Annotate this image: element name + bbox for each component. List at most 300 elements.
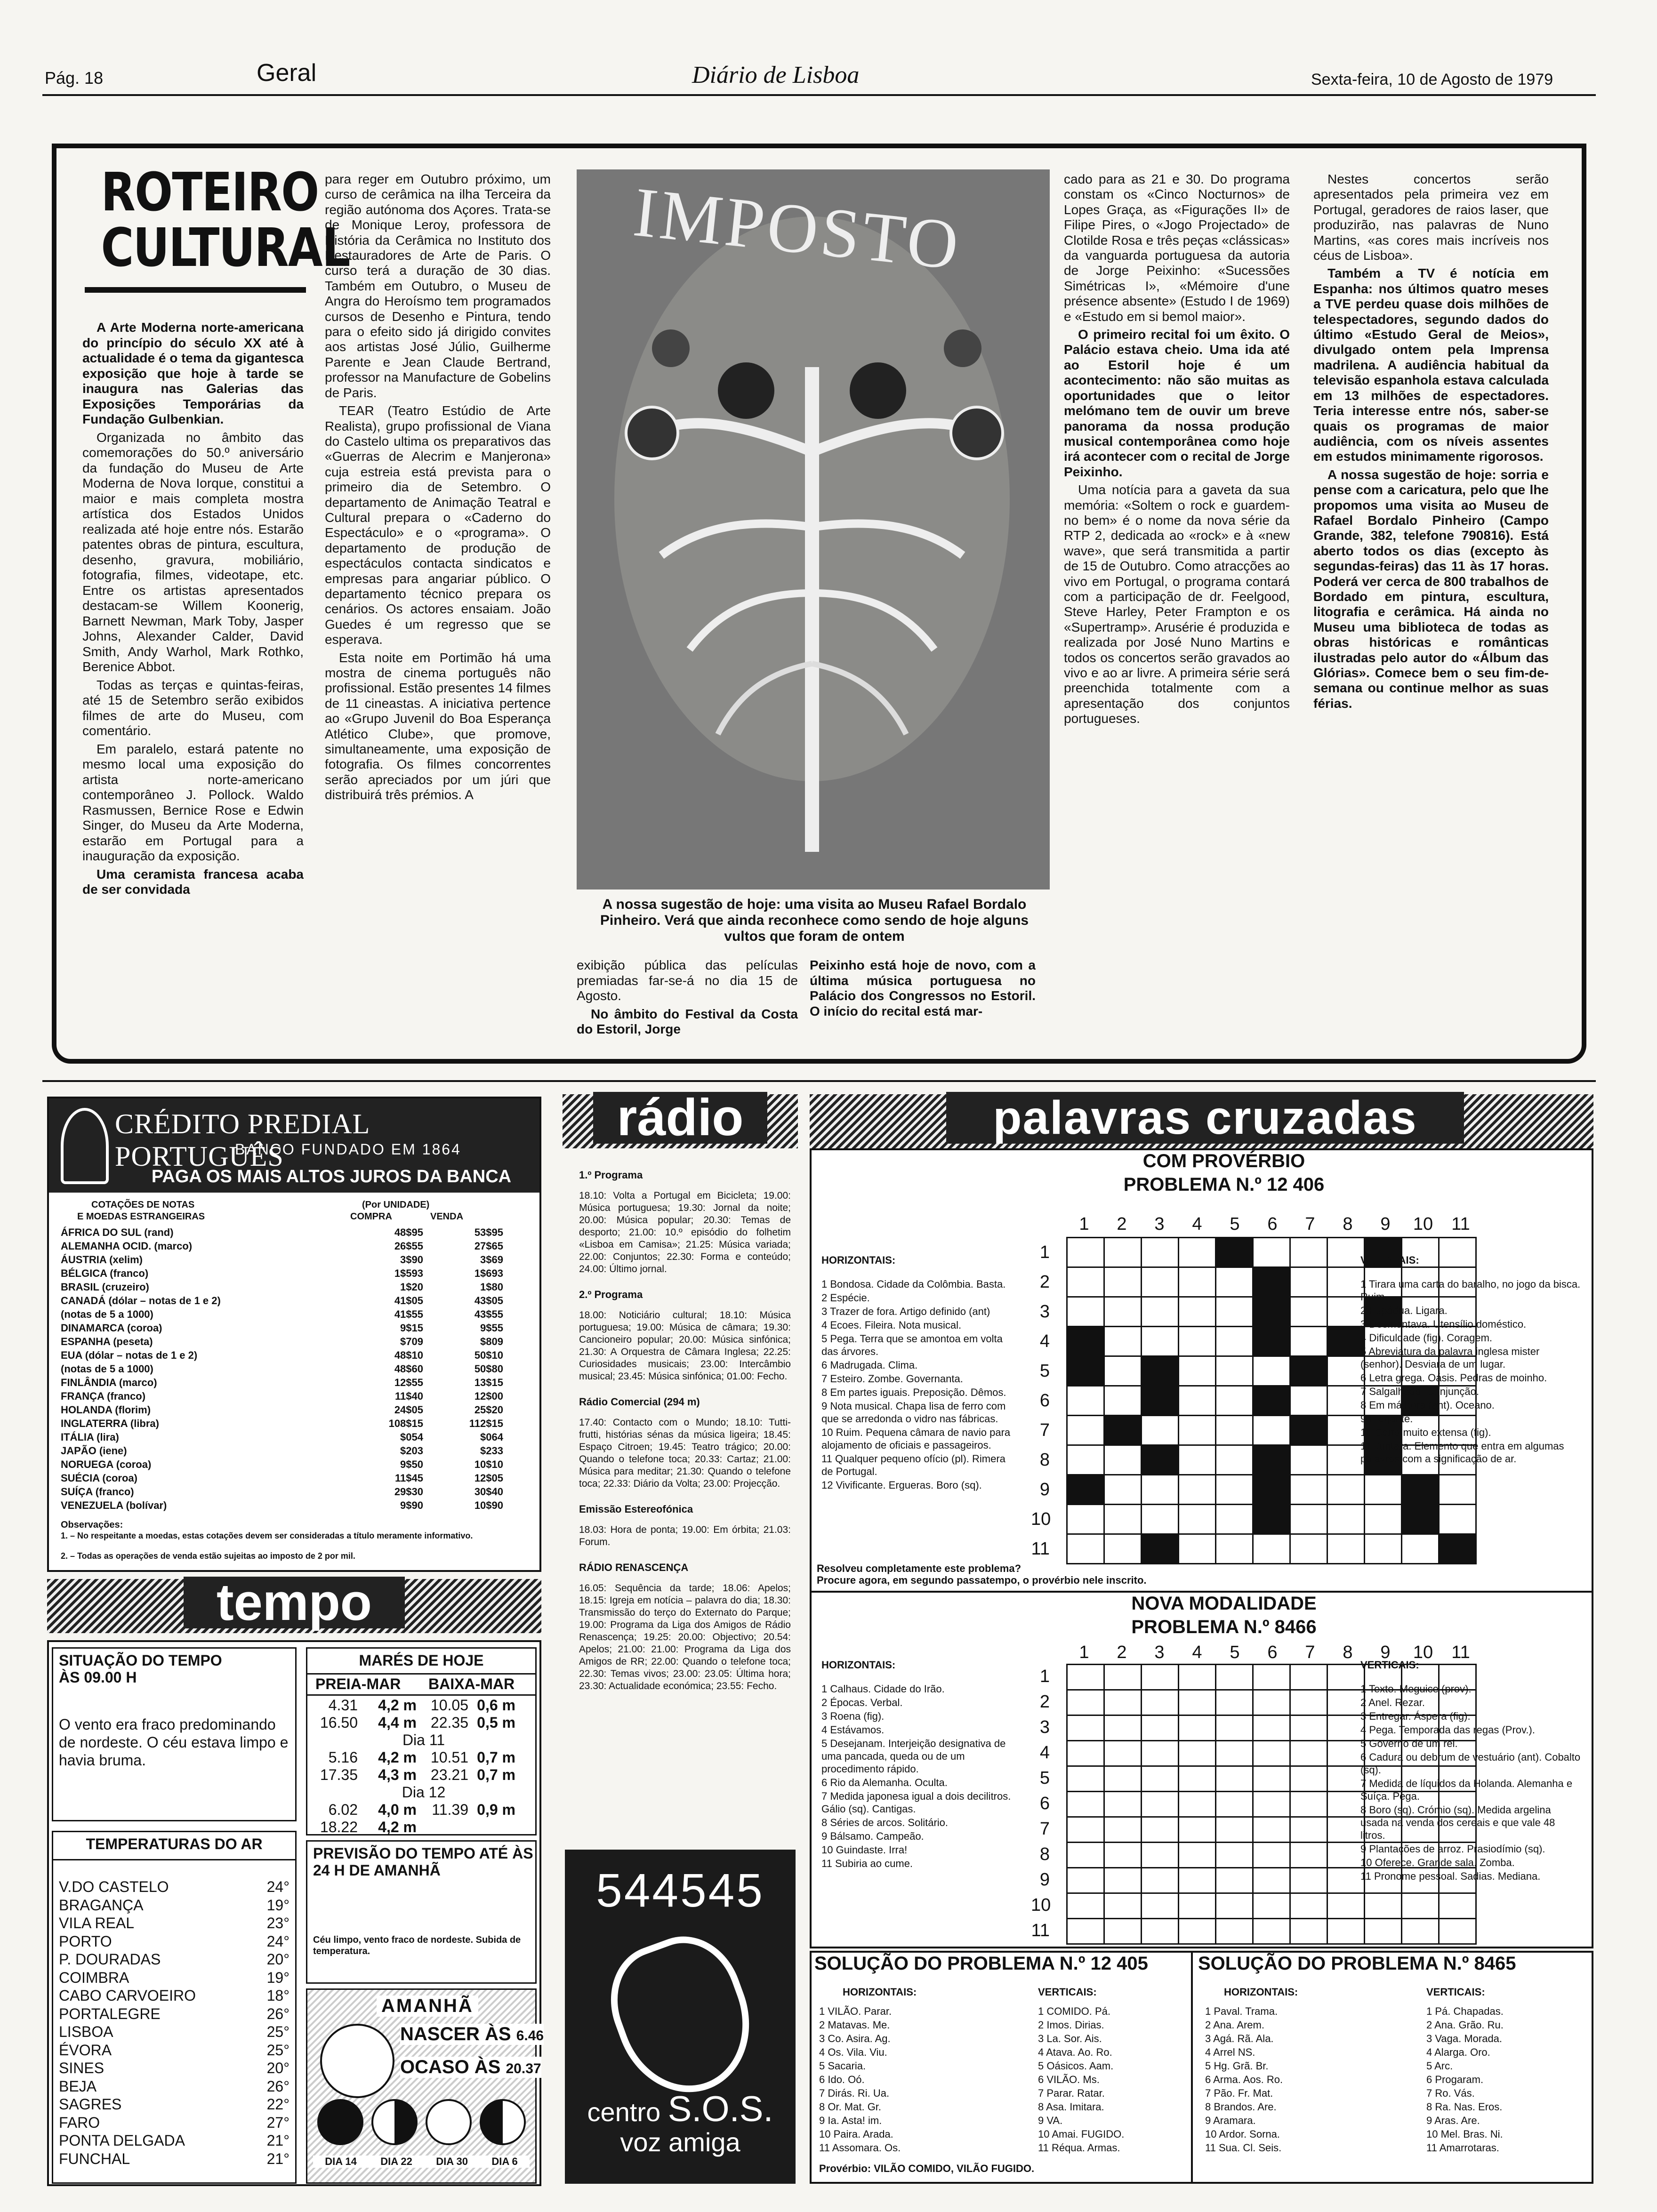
city-name: FUNCHAL [59,2150,130,2167]
rate-row [61,1485,531,1499]
rates-note-2: 2. – Todas as operações de venda estão sujeitas ao imposto de 2 por mil. [61,1551,355,1561]
sell-rate: 53$95 [474,1226,503,1238]
caricature-photo [577,169,1050,890]
grid-cell[interactable] [1142,1416,1179,1445]
grid-cell[interactable] [1104,1267,1142,1297]
grid-cell[interactable] [1253,1792,1290,1817]
grid-cell[interactable] [1067,1267,1104,1297]
grid-cell[interactable] [1402,1534,1439,1564]
grid-cell[interactable] [1216,1445,1253,1475]
grid-cell[interactable] [1067,1505,1104,1534]
grid-cell[interactable] [1179,1416,1216,1445]
grid-cell[interactable] [1067,1843,1104,1868]
temperature-row [59,2059,290,2077]
grid-cell[interactable] [1142,1356,1179,1386]
city-name: P. DOURADAS [59,1951,161,1968]
grid-cell[interactable] [1142,1741,1179,1766]
grid-cell[interactable] [1327,1817,1365,1843]
grid-cell[interactable] [1290,1690,1327,1715]
sell-rate: 1$80 [480,1281,503,1293]
clue-item: 8 Asa. Imitara. [1038,2101,1104,2113]
grid-cell[interactable] [1402,1505,1439,1534]
rate-row [61,1458,531,1471]
grid-cell[interactable] [1104,1386,1142,1416]
city-temperature: 22° [266,2096,290,2113]
article-paragraph: Também a TV é notícia em Espanha: nos últimos quatro meses a TVE perdeu quase dois milhões de telespectadores, segundo dados do último «Estudo Geral de Meios», divulgado ontem pela Imprensa madrilena. A audiência habitual da televisão espanhola estava calculada em 13 milhões de espectadores. Teria interesse entre nós, saber-se quais os programas de maior audiência, com os níveis assentes em estudos minimamente rigorosos. [1313,266,1549,464]
grid-cell[interactable] [1142,1445,1179,1475]
grid-cell[interactable] [1327,1843,1365,1868]
grid-cell[interactable] [1142,1386,1179,1416]
row-number: 10 [1031,1509,1051,1529]
grid-cell[interactable] [1179,1817,1216,1843]
city-name: ÉVORA [59,2041,112,2059]
grid-cell[interactable] [1216,1386,1253,1416]
grid-cell[interactable] [1253,1868,1290,1893]
grid-cell[interactable] [1067,1893,1104,1919]
grid-cell[interactable] [1104,1817,1142,1843]
grid-cell[interactable] [1327,1893,1365,1919]
puzzle1-row-numbers [1031,1238,1050,1564]
grid-cell[interactable] [1216,1475,1253,1505]
tide-time: 22.35 [430,1714,468,1731]
clue-item: 8 Or. Mat. Gr. [819,2101,882,2113]
tide-time: 5.16 [328,1749,358,1766]
grid-cell[interactable] [1142,1792,1179,1817]
grid-cell[interactable] [1253,1843,1290,1868]
clue-item: 12 Vivificante. Ergueras. Boro (sq). [821,1479,982,1491]
grid-cell[interactable] [1439,1475,1476,1505]
grid-cell[interactable] [1253,1715,1290,1741]
grid-cell[interactable] [1179,1843,1216,1868]
grid-cell[interactable] [1290,1386,1327,1416]
grid-cell[interactable] [1327,1238,1365,1267]
grid-cell[interactable] [1067,1792,1104,1817]
grid-cell[interactable] [1179,1238,1216,1267]
grid-cell[interactable] [1179,1893,1216,1919]
grid-cell[interactable] [1142,1665,1179,1690]
currency-name: SUÉCIA (coroa) [61,1472,137,1484]
clue-item: 11 Juntara. Elemento que entra em algumas palavras com a significação de ar. [1360,1440,1564,1465]
grid-cell[interactable] [1290,1893,1327,1919]
currency-name: HOLANDA (florim) [61,1404,151,1416]
grid-cell[interactable] [1253,1386,1290,1416]
grid-cell[interactable] [1067,1327,1104,1356]
grid-cell[interactable] [1253,1817,1290,1843]
clue-item: 4 Os. Vila. Viu. [819,2046,887,2058]
grid-cell[interactable] [1290,1505,1327,1534]
temperature-row [59,1950,290,1969]
grid-cell[interactable] [1327,1690,1365,1715]
grid-cell[interactable] [1179,1792,1216,1817]
grid-cell[interactable] [1327,1356,1365,1386]
grid-cell[interactable] [1067,1356,1104,1386]
grid-cell[interactable] [1439,1238,1476,1267]
grid-cell[interactable] [1216,1893,1253,1919]
grid-cell[interactable] [1067,1868,1104,1893]
buy-rate: 48$60 [394,1363,423,1375]
grid-cell[interactable] [1142,1534,1179,1564]
grid-cell[interactable] [1104,1893,1142,1919]
grid-cell[interactable] [1179,1919,1216,1944]
grid-cell[interactable] [1327,1868,1365,1893]
grid-cell[interactable] [1439,1534,1476,1564]
grid-cell[interactable] [1327,1297,1365,1327]
grid-cell[interactable] [1142,1766,1179,1792]
sell-rate: $233 [480,1445,503,1457]
grid-cell[interactable] [1290,1792,1327,1817]
grid-cell[interactable] [1142,1919,1179,1944]
grid-cell[interactable] [1179,1690,1216,1715]
currency-name: SUÍÇA (franco) [61,1486,134,1498]
grid-cell[interactable] [1104,1356,1142,1386]
telephone-hand-icon [594,1921,770,2111]
grid-cell[interactable] [1216,1416,1253,1445]
grid-cell[interactable] [1216,1868,1253,1893]
grid-cell[interactable] [1365,1534,1402,1564]
grid-cell[interactable] [1402,1475,1439,1505]
grid-cell[interactable] [1327,1534,1365,1564]
grid-cell[interactable] [1439,1919,1476,1944]
rates-header-2: E MOEDAS ESTRANGEIRAS [77,1211,205,1222]
grid-cell[interactable] [1365,1893,1402,1919]
clue-item: 11 Subiria ao cume. [821,1858,913,1869]
grid-cell[interactable] [1365,1505,1402,1534]
grid-cell[interactable] [1216,1715,1253,1741]
grid-cell[interactable] [1179,1445,1216,1475]
col-number: 3 [1154,1643,1165,1662]
grid-cell[interactable] [1402,1893,1439,1919]
grid-cell[interactable] [1142,1690,1179,1715]
grid-cell[interactable] [1253,1893,1290,1919]
buy-rate: 9$50 [400,1459,423,1470]
grid-cell[interactable] [1216,1534,1253,1564]
clue-item: 6 Ido. Oó. [819,2074,865,2085]
grid-cell[interactable] [1327,1327,1365,1356]
grid-cell[interactable] [1067,1534,1104,1564]
clue-item: 10 Amai. FUGIDO. [1038,2128,1125,2140]
tide-time: 11.39 [432,1801,468,1818]
grid-cell[interactable] [1290,1267,1327,1297]
row-number: 6 [1039,1794,1050,1813]
grid-cell[interactable] [1067,1741,1104,1766]
temperatures-list [59,1878,290,2168]
solution1-title: SOLUÇÃO DO PROBLEMA N.º 12 405 [814,1953,1148,1974]
roteiro-column-2 [325,172,551,806]
rates-sell-header: VENDA [430,1211,464,1222]
grid-cell[interactable] [1327,1741,1365,1766]
grid-cell[interactable] [1067,1445,1104,1475]
tide-height: 0,9 m [477,1801,515,1818]
grid-cell[interactable] [1216,1741,1253,1766]
grid-cell[interactable] [1290,1665,1327,1690]
grid-cell[interactable] [1253,1766,1290,1792]
grid-cell[interactable] [1290,1766,1327,1792]
grid-cell[interactable] [1142,1327,1179,1356]
grid-cell[interactable] [1216,1919,1253,1944]
buy-rate: $203 [400,1445,423,1457]
col-number: 11 [1451,1643,1470,1662]
grid-cell[interactable] [1104,1297,1142,1327]
grid-cell[interactable] [1253,1445,1290,1475]
clue-item: 7 Pão. Fr. Mat. [1205,2087,1273,2099]
temperature-row [59,1969,290,1987]
grid-cell[interactable] [1142,1843,1179,1868]
grid-cell[interactable] [1253,1327,1290,1356]
grid-cell[interactable] [1365,1475,1402,1505]
tide-height: 4,2 m [378,1749,417,1766]
puzzle1-vertical-clues [1360,1278,1582,1466]
grid-cell[interactable] [1290,1356,1327,1386]
grid-cell[interactable] [1290,1327,1327,1356]
grid-cell[interactable] [1104,1766,1142,1792]
clue-item: 1 COMIDO. Pá. [1038,2005,1111,2017]
grid-cell[interactable] [1253,1238,1290,1267]
grid-cell[interactable] [1216,1690,1253,1715]
solution2-horizontal [1205,2005,1384,2155]
grid-cell[interactable] [1290,1868,1327,1893]
grid-cell[interactable] [1327,1919,1365,1944]
grid-cell[interactable] [1104,1445,1142,1475]
grid-cell[interactable] [1142,1715,1179,1741]
grid-cell[interactable] [1179,1534,1216,1564]
grid-cell[interactable] [1216,1238,1253,1267]
grid-cell[interactable] [1327,1665,1365,1690]
insect-caricature-illustration [577,169,1050,890]
currency-name: ITÁLIA (lira) [61,1431,119,1443]
grid-cell[interactable] [1104,1792,1142,1817]
grid-cell[interactable] [1142,1505,1179,1534]
grid-cell[interactable] [1327,1505,1365,1534]
clue-item: 8 Ra. Nas. Eros. [1426,2101,1503,2113]
article-paragraph: O primeiro recital foi um êxito. O Palácio estava cheio. Uma ida até ao Estoril hoje é um acontecimento: não são muitas as oportunidades que o leitor melómano tem de ouvir um breve panorama da nossa produção musical contemporânea como hoje irá acontecer com o recital de Jorge Peixinho. [1064,327,1290,479]
grid-cell[interactable] [1216,1327,1253,1356]
grid-cell[interactable] [1327,1267,1365,1297]
grid-cell[interactable] [1253,1505,1290,1534]
grid-cell[interactable] [1290,1445,1327,1475]
grid-cell[interactable] [1067,1715,1104,1741]
grid-cell[interactable] [1104,1665,1142,1690]
tide-height: 0,7 m [477,1766,515,1783]
grid-cell[interactable] [1179,1356,1216,1386]
rates-note-1: 1. – No respeitante a moedas, estas cotações devem ser consideradas a título meramente informativo. [61,1531,473,1540]
sell-rate: 112$15 [469,1418,503,1429]
grid-cell[interactable] [1179,1715,1216,1741]
grid-cell[interactable] [1142,1817,1179,1843]
grid-cell[interactable] [1067,1766,1104,1792]
moon-new-icon [317,2099,363,2145]
grid-cell[interactable] [1290,1475,1327,1505]
grid-cell[interactable] [1179,1868,1216,1893]
sell-rate: 27$65 [474,1240,503,1252]
grid-cell[interactable] [1253,1534,1290,1564]
moon-phases [313,2099,530,2146]
grid-cell[interactable] [1104,1715,1142,1741]
grid-cell[interactable] [1439,1893,1476,1919]
grid-cell[interactable] [1067,1919,1104,1944]
col-number: 1 [1079,1214,1089,1234]
grid-cell[interactable] [1327,1386,1365,1416]
grid-cell[interactable] [1216,1792,1253,1817]
clue-item: 9 Aras. Are. [1426,2115,1480,2126]
grid-cell[interactable] [1179,1741,1216,1766]
grid-cell[interactable] [1216,1817,1253,1843]
grid-cell[interactable] [1290,1416,1327,1445]
puzzle2-title: PROBLEMA N.º 8466 [1131,1617,1317,1637]
grid-cell[interactable] [1104,1843,1142,1868]
grid-cell[interactable] [1253,1356,1290,1386]
grid-cell[interactable] [1179,1267,1216,1297]
tide-day: Dia 11 [402,1731,445,1748]
grid-cell[interactable] [1142,1475,1179,1505]
grid-cell[interactable] [1104,1327,1142,1356]
clue-item: 7 Medida japonesa igual a dois decilitros. Gálio (sq). Cantigas. [821,1790,1011,1815]
clue-item: 3 Trazer de fora. Artigo definido (ant) [821,1306,990,1317]
grid-cell[interactable] [1290,1238,1327,1267]
grid-cell[interactable] [1104,1741,1142,1766]
grid-cell[interactable] [1067,1475,1104,1505]
currency-name: VENEZUELA (bolívar) [61,1499,167,1511]
grid-cell[interactable] [1327,1766,1365,1792]
temperature-row [59,1896,290,1915]
temperature-row [59,2095,290,2114]
grid-cell[interactable] [1104,1868,1142,1893]
clue-item: 10 Paira. Arada. [819,2128,893,2140]
grid-cell[interactable] [1179,1327,1216,1356]
puzzle1-horizontal-clues [821,1278,1019,1492]
city-name: V.DO CASTELO [59,1878,169,1895]
clue-item: 5 Sacaria. [819,2060,866,2072]
grid-cell[interactable] [1067,1297,1104,1327]
tide-height: 4,2 m [378,1697,417,1714]
solution1-vertical [1038,2005,1189,2155]
clue-item: 9 Plantações de arroz. Prasiodímio (sq). [1360,1843,1545,1855]
currency-name: CANADÁ (dólar – notas de 1 e 2) [61,1295,221,1306]
grid-cell[interactable] [1290,1715,1327,1741]
clue-item: 10 Guindaste. Irra! [821,1844,908,1856]
grid-cell[interactable] [1142,1893,1179,1919]
moon-dates [313,2156,530,2168]
tide-height: 0,6 m [477,1697,515,1714]
grid-cell[interactable] [1290,1534,1327,1564]
section-rule [42,1080,1596,1082]
puzzle1-footer-1: Resolveu completamente este problema? [817,1563,1022,1574]
grid-cell[interactable] [1142,1267,1179,1297]
bank-ad [47,1097,541,1572]
grid-cell[interactable] [1253,1297,1290,1327]
grid-cell[interactable] [1253,1416,1290,1445]
row-number: 8 [1039,1844,1050,1864]
grid-cell[interactable] [1179,1505,1216,1534]
grid-cell[interactable] [1179,1475,1216,1505]
clue-item: 3 Vaga. Morada. [1426,2033,1503,2044]
grid-cell[interactable] [1216,1356,1253,1386]
grid-cell[interactable] [1290,1741,1327,1766]
grid-cell[interactable] [1253,1919,1290,1944]
tides-title-rule [306,1673,537,1675]
grid-cell[interactable] [1067,1817,1104,1843]
rate-row [61,1294,531,1307]
sell-rate: 50$80 [474,1363,503,1375]
grid-cell[interactable] [1067,1416,1104,1445]
col-number: 9 [1380,1643,1391,1662]
grid-cell[interactable] [1365,1919,1402,1944]
grid-cell[interactable] [1067,1690,1104,1715]
rates-buy-header: COMPRA [350,1211,392,1222]
grid-cell[interactable] [1179,1386,1216,1416]
grid-cell[interactable] [1216,1505,1253,1534]
grid-cell[interactable] [1402,1919,1439,1944]
rate-row [61,1389,531,1403]
grid-cell[interactable] [1290,1817,1327,1843]
grid-cell[interactable] [1179,1297,1216,1327]
grid-cell[interactable] [1253,1475,1290,1505]
rates-header-1: COTAÇÕES DE NOTAS [91,1200,195,1210]
grid-cell[interactable] [1216,1843,1253,1868]
city-name: PORTALEGRE [59,2005,161,2022]
grid-cell[interactable] [1067,1238,1104,1267]
grid-cell[interactable] [1327,1475,1365,1505]
buy-rate: 9$15 [400,1322,423,1334]
grid-cell[interactable] [1104,1690,1142,1715]
article-paragraph: Esta noite em Portimão há uma mostra de cinema português não profissional. Estão presentes 14 filmes de 11 cineastas. A iniciativa pertence ao «Grupo Juvenil do Boa Esperança Atlético Clube», que promove, simultaneamente, uma exposição de fotografia. Os filmes concorrentes serão apreciados por um júri que distribuirá três prémios. A [325,650,551,802]
grid-cell[interactable] [1253,1665,1290,1690]
weather-situation-text: O vento era fraco predominando de nordeste. O céu estava limpo e havia bruma. [59,1716,289,1769]
photo-caption: A nossa sugestão de hoje: uma visita ao Museu Rafael Bordalo Pinheiro. Verá que ainda reconhece como sendo de hoje alguns vultos que foram de ontem [600,897,1029,944]
grid-cell[interactable] [1327,1715,1365,1741]
grid-cell[interactable] [1327,1792,1365,1817]
grid-cell[interactable] [1104,1919,1142,1944]
puzzle2-row-numbers [1031,1664,1050,1943]
grid-cell[interactable] [1216,1297,1253,1327]
currency-name: ÁUSTRIA (xelim) [61,1254,143,1266]
tide-height: 0,5 m [477,1714,515,1731]
grid-cell[interactable] [1327,1445,1365,1475]
grid-cell[interactable] [1253,1741,1290,1766]
grid-cell[interactable] [1179,1766,1216,1792]
grid-cell[interactable] [1104,1416,1142,1445]
grid-cell[interactable] [1067,1665,1104,1690]
grid-cell[interactable] [1104,1238,1142,1267]
grid-cell[interactable] [1253,1690,1290,1715]
clue-item: 11 Assomara. Os. [819,2142,901,2154]
grid-cell[interactable] [1179,1665,1216,1690]
grid-cell[interactable] [1104,1505,1142,1534]
grid-cell[interactable] [1216,1665,1253,1690]
grid-cell[interactable] [1290,1297,1327,1327]
grid-cell[interactable] [1327,1416,1365,1445]
rate-row [61,1348,531,1362]
grid-cell[interactable] [1067,1386,1104,1416]
grid-cell[interactable] [1216,1766,1253,1792]
solution2-title: SOLUÇÃO DO PROBLEMA N.º 8465 [1198,1953,1516,1974]
grid-cell[interactable] [1142,1297,1179,1327]
grid-cell[interactable] [1104,1534,1142,1564]
clue-item: 4 Pega. Temporada das regas (Prov.). [1360,1724,1535,1736]
col-number: 2 [1117,1643,1127,1662]
grid-cell[interactable] [1439,1505,1476,1534]
grid-cell[interactable] [1104,1475,1142,1505]
moon-date: DIA 14 [325,2156,357,2167]
clue-item: 3 La. Sor. Ais. [1038,2033,1102,2044]
clue-item: 2 Ana. Arem. [1205,2019,1264,2031]
grid-cell[interactable] [1142,1238,1179,1267]
grid-cell[interactable] [1290,1843,1327,1868]
grid-cell[interactable] [1142,1868,1179,1893]
grid-cell[interactable] [1216,1267,1253,1297]
grid-cell[interactable] [1253,1267,1290,1297]
city-name: FARO [59,2114,100,2131]
grid-cell[interactable] [1290,1919,1327,1944]
